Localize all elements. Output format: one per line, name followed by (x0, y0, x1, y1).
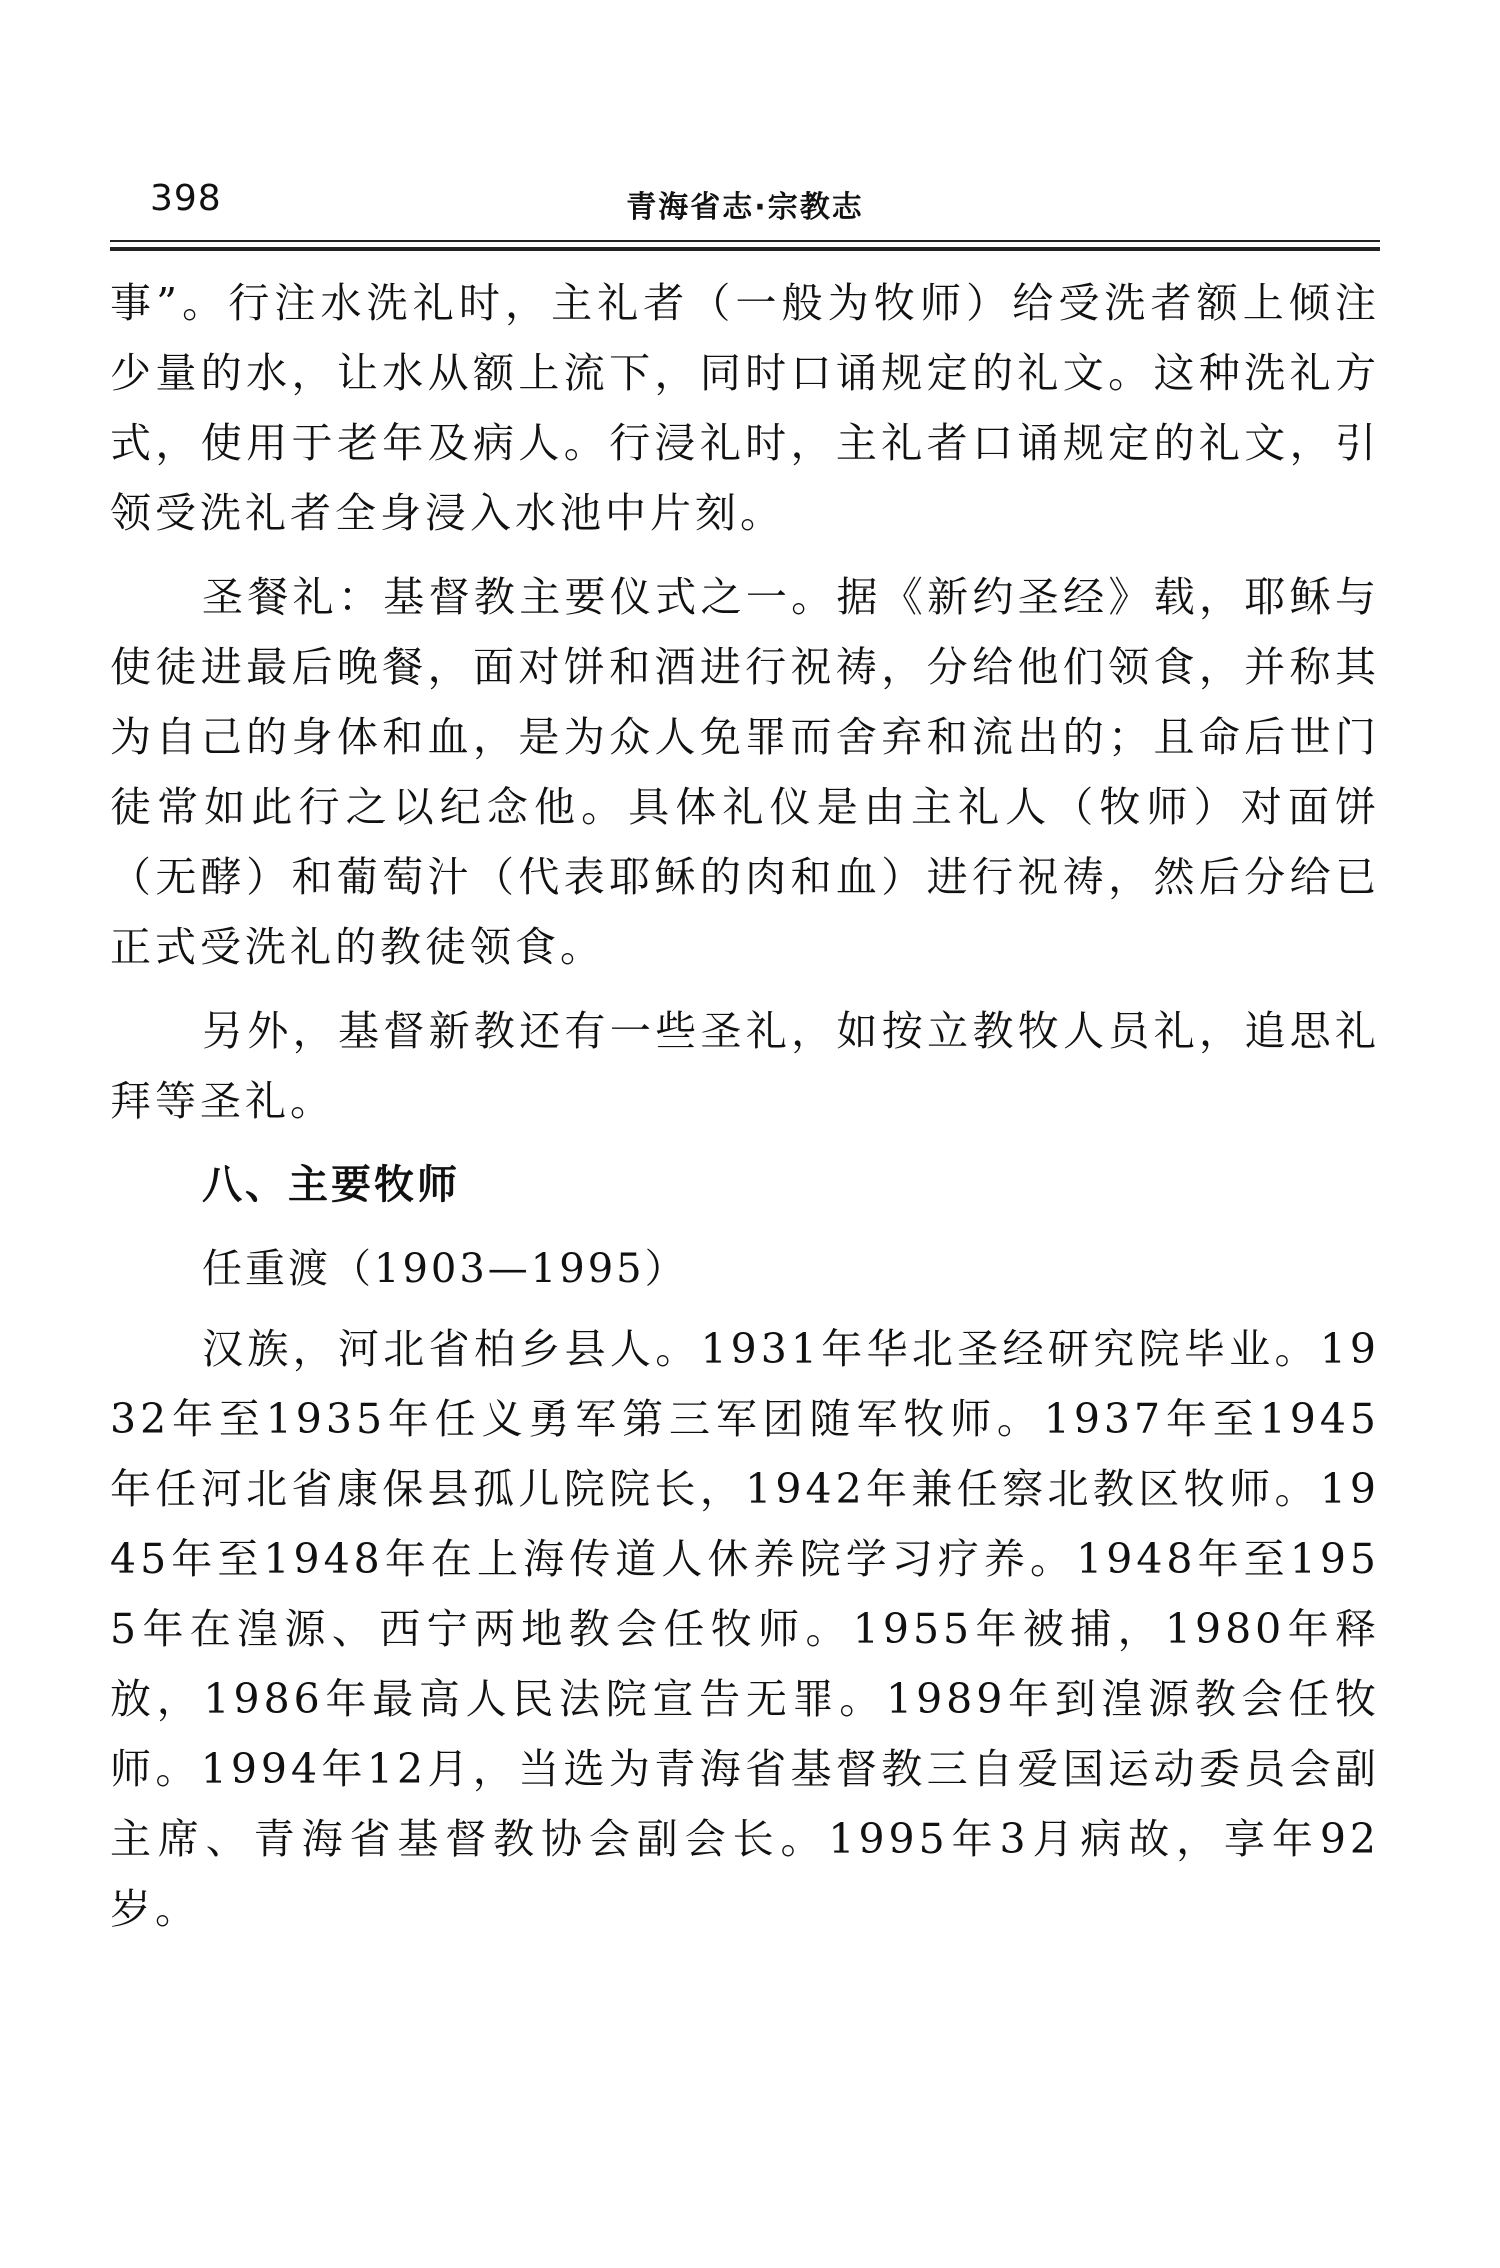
page-header (110, 178, 1380, 228)
section-heading: 八、主要牧师 (202, 1162, 460, 1208)
header-rule-thick (110, 247, 1380, 251)
header-rule-thin (110, 240, 1380, 242)
paragraph-communion: 圣餐礼：基督教主要仪式之一。据《新约圣经》载，耶稣与使徒进最后晚餐，面对饼和酒进行祝祷，分给他们领食，并称其为自己的身体和血，是为众人免罪而舍弃和流出的；且命后世门徒常如此行之以纪念他。具体礼仪是由主礼人（牧师）对面饼（无酵）和葡萄汁（代表耶稣的肉和血）进行祝祷，然后分给已正式受洗礼的教徒领食。 (110, 573, 1380, 971)
paragraph-biography: 汉族，河北省柏乡县人。1931年华北圣经研究院毕业。1932年至1935年任义勇军第三军团随军牧师。1937年至1945年任河北省康保县孤儿院院长，1942年兼任察北教区牧师。1945年至1948年在上海传道人休养院学习疗养。1948年至1955年在湟源、西宁两地教会任牧师。1955年被捕，1980年释放，1986年最高人民法院宣告无罪。1989年到湟源教会任牧师。1994年12月，当选为青海省基督教三自爱国运动委员会副主席、青海省基督教协会副会长。1995年3月病故，享年92岁。 (110, 1325, 1380, 1933)
paragraph-other-sacraments: 另外，基督新教还有一些圣礼，如按立教牧人员礼，追思礼拜等圣礼。 (110, 1007, 1380, 1125)
person-name-heading: 任重渡（1903—1995） (202, 1246, 688, 1292)
running-title: 青海省志·宗教志 (626, 190, 864, 225)
page-number: 398 (150, 178, 222, 219)
paragraph-baptism-continued: 事”。行注水洗礼时，主礼者（一般为牧师）给受洗者额上倾注少量的水，让水从额上流下，同时口诵规定的礼文。这种洗礼方式，使用于老年及病人。行浸礼时，主礼者口诵规定的礼文，引领受洗礼者全身浸入水池中片刻。 (110, 279, 1380, 537)
page-body (110, 268, 1380, 1958)
